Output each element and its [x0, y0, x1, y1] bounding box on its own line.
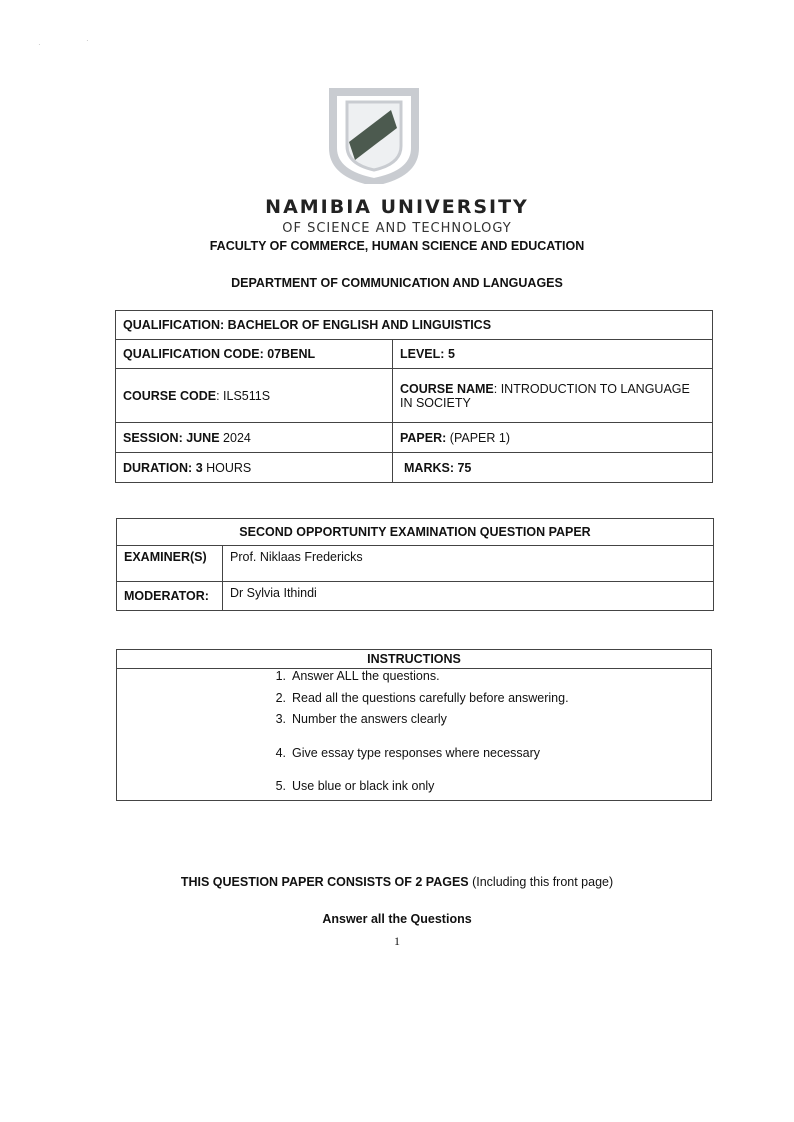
department-heading: DEPARTMENT OF COMMUNICATION AND LANGUAGES	[231, 276, 563, 290]
examiner-label: EXAMINER(S)	[117, 546, 223, 582]
university-name: NAMIBIA UNIVERSITY	[265, 196, 529, 218]
instruction-number: 3.	[275, 712, 286, 726]
marks-cell: MARKS: 75	[393, 453, 713, 483]
session-value: 2024	[223, 430, 251, 445]
course-name-value: : INTRODUCTION TO LANGUAGE IN SOCIETY	[400, 381, 690, 410]
instruction-number: 1.	[275, 669, 286, 683]
scan-mark: ·	[38, 40, 41, 49]
page-count-normal: (Including this front page)	[468, 875, 614, 889]
level-value: 5	[447, 347, 455, 361]
course-code-cell	[116, 369, 393, 423]
instruction-item	[262, 669, 704, 691]
instruction-item	[262, 712, 704, 746]
qualification-code-value: 07BENL	[267, 347, 316, 361]
instruction-item	[262, 691, 704, 712]
paper-value: (PAPER 1)	[449, 430, 510, 445]
course-name-cell	[393, 369, 713, 423]
page-number: 1	[394, 934, 400, 948]
instruction-item	[262, 779, 704, 797]
examiners-table	[116, 518, 714, 611]
instruction-number: 5.	[275, 779, 286, 793]
moderator-label: MODERATOR:	[117, 582, 223, 611]
paper-label: PAPER:	[400, 430, 447, 445]
instruction-item	[262, 746, 704, 779]
duration-value: 3	[195, 460, 203, 475]
duration-cell	[116, 453, 393, 483]
instructions-title: INSTRUCTIONS	[117, 650, 712, 669]
instruction-text: Give essay type responses where necessary	[292, 746, 541, 760]
level-label: LEVEL:	[400, 347, 445, 361]
course-info-table	[115, 310, 713, 483]
instruction-text: Use blue or black ink only	[292, 779, 435, 793]
university-subtitle: OF SCIENCE AND TECHNOLOGY	[282, 221, 512, 236]
qualification-code-label: QUALIFICATION CODE:	[123, 347, 264, 361]
scan-mark: ·	[86, 36, 89, 45]
instruction-number: 2.	[275, 691, 286, 705]
examiner-value: Prof. Niklaas Fredericks	[223, 546, 714, 582]
qualification-cell: QUALIFICATION: BACHELOR OF ENGLISH AND LINGUISTICS	[116, 311, 713, 340]
instruction-text: Read all the questions carefully before answering.	[292, 691, 569, 705]
course-code-value: : ILS511S	[216, 388, 271, 403]
instruction-text: Number the answers clearly	[292, 712, 447, 726]
duration-label: DURATION:	[123, 460, 193, 475]
instructions-body	[117, 669, 712, 801]
session-label: SESSION: JUNE	[123, 430, 220, 445]
level-cell	[393, 340, 713, 369]
moderator-value: Dr Sylvia Ithindi	[223, 582, 714, 611]
page-count-bold: THIS QUESTION PAPER CONSISTS OF 2 PAGES	[180, 875, 469, 889]
instructions-list	[124, 669, 704, 797]
qualification-code-cell	[116, 340, 393, 369]
page-count-note	[0, 875, 794, 889]
faculty-heading: FACULTY OF COMMERCE, HUMAN SCIENCE AND EDUCATION	[209, 239, 585, 253]
session-cell	[116, 423, 393, 453]
course-code-label: COURSE CODE	[123, 388, 217, 403]
course-name-label: COURSE NAME	[400, 381, 494, 396]
instruction-text: Answer ALL the questions.	[292, 669, 440, 683]
exam-paper-title: SECOND OPPORTUNITY EXAMINATION QUESTION PAPER	[117, 519, 714, 546]
duration-unit: HOURS	[206, 460, 252, 475]
instruction-number: 4.	[275, 746, 286, 760]
answer-all-note: Answer all the Questions	[322, 912, 472, 926]
university-logo	[327, 88, 421, 184]
paper-cell	[393, 423, 713, 453]
instructions-table	[116, 649, 712, 801]
